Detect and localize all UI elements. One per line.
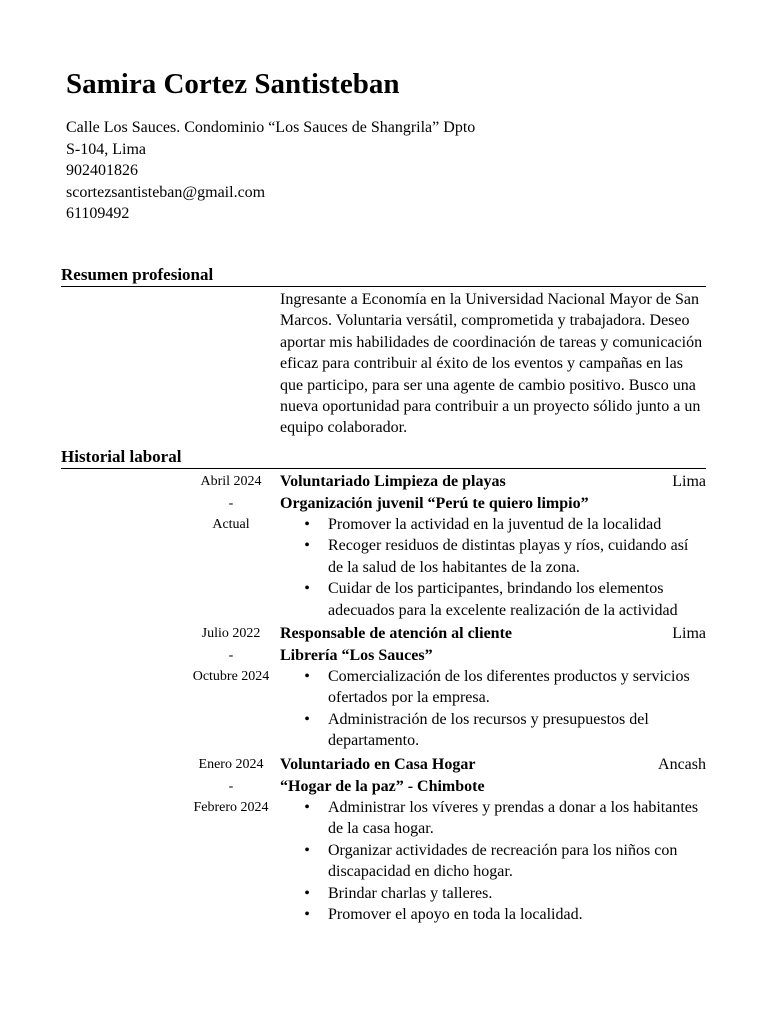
job-location: Lima: [672, 473, 706, 490]
duty-text: Recoger residuos de distintas playas y ríos, cuidando así de la salud de los habitantes de la zona.: [328, 537, 689, 576]
job-title: Responsable de atención al cliente: [280, 625, 512, 642]
list-item: [280, 797, 706, 840]
duty-text: Organizar actividades de recreación para los niños con discapacidad en dicho hogar.: [328, 841, 678, 881]
duty-text: Administrar los víveres y prendas a donar a los habitantes de la casa hogar.: [328, 799, 699, 838]
date-separator: -: [228, 647, 234, 663]
duty-text: Brindar charlas y talleres.: [328, 884, 493, 902]
summary-text: Ingresante a Economía en la Universidad Nacional Mayor de San Marcos. Voluntaria versátil, comprometida y trabajadora. Deseo aportar mis habilidades de coordinación de tareas y comunicación eficaz para contribuir al éxito de los eventos y campañas en las que participo, para ser una agente de cambio positivo. Busco una nueva oportunidad para contribuir a un proyecto sólido junto a un equipo colaborador.: [280, 291, 703, 437]
job-title: Voluntariado en Casa Hogar: [280, 756, 476, 773]
history-divider: [61, 468, 706, 469]
summary-heading: Resumen profesional: [61, 265, 214, 284]
job-details: [280, 754, 706, 925]
candidate-name: Samira Cortez Santisteban: [66, 68, 400, 100]
bullet-icon: •: [304, 841, 310, 859]
list-item: [280, 666, 706, 709]
bullet-icon: •: [304, 537, 310, 555]
bullet-icon: •: [304, 799, 310, 816]
email-address: scortezsantisteban@gmail.com: [66, 183, 266, 201]
list-item: [280, 840, 706, 883]
summary-divider: [61, 286, 706, 287]
job-start-date: Abril 2024: [200, 474, 262, 489]
bullet-icon: •: [304, 710, 310, 728]
bullet-icon: •: [304, 668, 310, 685]
bullet-icon: •: [304, 516, 310, 533]
date-separator: -: [228, 778, 234, 794]
contact-block: [66, 117, 475, 225]
job-details: [280, 471, 706, 621]
list-item: [280, 514, 706, 535]
address-line-2: S-104, Lima: [66, 140, 146, 158]
bullet-icon: •: [304, 884, 310, 902]
date-separator: -: [228, 495, 234, 511]
list-item: [280, 904, 706, 925]
list-item: [280, 535, 706, 578]
job-duties-list: [280, 514, 706, 621]
bullet-icon: •: [304, 906, 310, 924]
duty-text: Promover el apoyo en toda la localidad.: [328, 906, 583, 924]
list-item: [280, 883, 706, 904]
id-number: 61109492: [66, 205, 130, 222]
job-organization: Organización juvenil “Perú te quiero limpio”: [280, 494, 589, 512]
job-title: Voluntariado Limpieza de playas: [280, 473, 506, 490]
job-title-row: [280, 623, 706, 645]
job-start-date: Enero 2024: [198, 757, 264, 772]
duty-text: Promover la actividad en la juventud de la localidad: [328, 516, 662, 533]
job-organization: “Hogar de la paz” - Chimbote: [280, 777, 485, 795]
job-organization: Librería “Los Sauces”: [280, 646, 433, 664]
job-location: Lima: [672, 625, 706, 642]
job-end-date: Actual: [212, 517, 250, 532]
job-start-date: Julio 2022: [201, 626, 261, 641]
job-title-row: [280, 471, 706, 493]
job-duties-list: [280, 666, 706, 752]
history-heading: Historial laboral: [61, 447, 182, 466]
job-end-date: Octubre 2024: [192, 669, 270, 684]
job-end-date: Febrero 2024: [193, 800, 269, 815]
job-details: [280, 623, 706, 752]
duty-text: Cuidar de los participantes, brindando los elementos adecuados para la excelente realización de la actividad: [328, 580, 678, 619]
job-duties-list: [280, 797, 706, 925]
list-item: [280, 709, 706, 752]
address-line-1: Calle Los Sauces. Condominio “Los Sauces de Shangrila” Dpto: [66, 119, 476, 136]
bullet-icon: •: [304, 580, 310, 598]
job-location: Ancash: [658, 756, 706, 773]
list-item: [280, 578, 706, 621]
job-title-row: [280, 754, 706, 776]
duty-text: Comercialización de los diferentes productos y servicios ofertados por la empresa.: [328, 668, 690, 707]
phone-number: 902401826: [66, 162, 138, 179]
duty-text: Administración de los recursos y presupuestos del departamento.: [328, 710, 649, 750]
